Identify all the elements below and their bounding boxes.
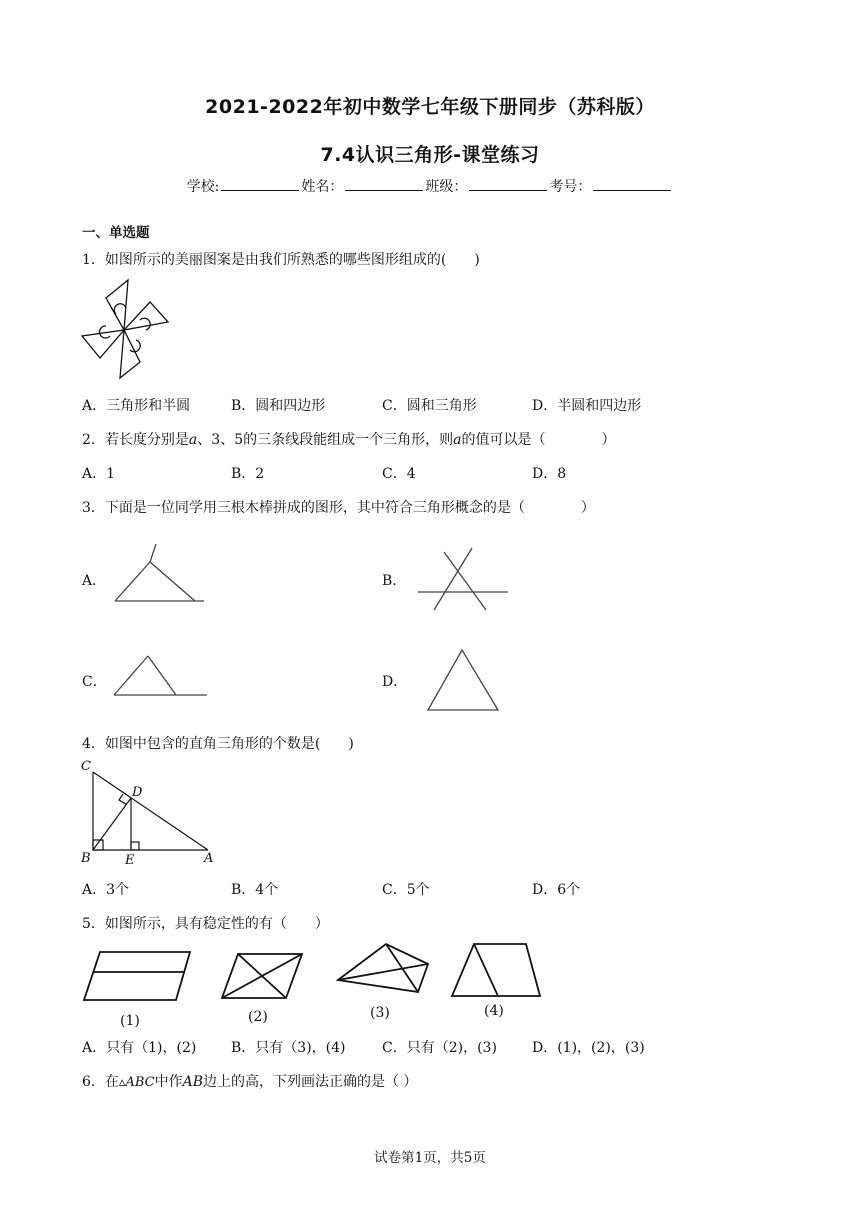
question-1-stem: 1．如图所示的美丽图案是由我们所熟悉的哪些图形组成的( ): [82, 252, 480, 268]
page-footer: 试卷第1页，共5页: [374, 1150, 486, 1166]
question-5-stem: 5．如图所示，具有稳定性的有（ ）: [82, 916, 329, 932]
question-4-option-d[interactable]: D．6个: [532, 882, 581, 898]
fig-label-1: (1): [120, 1013, 140, 1029]
fig-label-2: (2): [248, 1009, 268, 1025]
section-title: 一、单选题: [82, 225, 150, 241]
school-label: 学校:: [186, 179, 220, 195]
question-2-option-d[interactable]: D．8: [532, 466, 567, 482]
label-b: B: [81, 851, 91, 866]
question-3-figure-a: [110, 542, 210, 606]
question-3-figure-c: [110, 652, 210, 698]
school-blank[interactable]: [221, 176, 299, 191]
question-4-stem: 4．如图中包含的直角三角形的个数是( ): [82, 736, 354, 752]
page-subtitle: 7.4认识三角形-课堂练习: [320, 144, 540, 166]
question-1-option-b[interactable]: B．圆和四边形: [231, 398, 326, 414]
class-blank[interactable]: [469, 176, 547, 191]
question-4-option-b[interactable]: B．4个: [231, 882, 279, 898]
exam-no-label: 考号：: [549, 179, 592, 195]
question-4-option-a[interactable]: A．3个: [82, 882, 130, 898]
student-info-line: [0, 176, 860, 196]
question-1-figure: [80, 278, 176, 382]
label-e: E: [125, 853, 135, 868]
question-5-figures: [80, 940, 560, 1032]
question-5-option-c[interactable]: C．只有（2)，(3): [382, 1040, 497, 1056]
label-d: D: [132, 785, 143, 800]
class-label: 班级：: [425, 179, 468, 195]
exam-no-blank[interactable]: [593, 176, 671, 191]
fig-label-3: (3): [370, 1005, 390, 1021]
fig-label-4: (4): [484, 1003, 504, 1019]
question-1-option-d[interactable]: D．半圆和四边形: [532, 398, 642, 414]
question-3-option-b[interactable]: B．: [382, 573, 407, 589]
question-2-option-c[interactable]: C．4: [382, 466, 416, 482]
question-3-figure-b: [414, 546, 510, 612]
question-4-option-c[interactable]: C．5个: [382, 882, 430, 898]
question-5-option-d[interactable]: D．(1)，(2)，(3): [532, 1040, 645, 1056]
question-3-option-c[interactable]: C．: [82, 674, 107, 690]
question-2-option-a[interactable]: A．1: [82, 466, 116, 482]
label-c: C: [81, 759, 91, 774]
question-3-option-d[interactable]: D．: [382, 674, 408, 690]
question-1-option-a[interactable]: A．三角形和半圆: [82, 398, 191, 414]
label-a: A: [204, 851, 214, 866]
question-3-figure-d: [424, 646, 502, 714]
question-1-option-c[interactable]: C．圆和三角形: [382, 398, 477, 414]
question-5-option-b[interactable]: B．只有（3)，(4): [231, 1040, 346, 1056]
question-3-stem: 3．下面是一位同学用三根木棒拼成的图形，其中符合三角形概念的是（ ）: [82, 500, 595, 516]
question-5-option-a[interactable]: A．只有（1)，(2): [82, 1040, 197, 1056]
question-2-stem: 2．若长度分别是a、3、5的三条线段能组成一个三角形，则a的值可以是（ ）: [82, 432, 616, 448]
name-label: 姓名：: [301, 179, 344, 195]
question-3-option-a[interactable]: A．: [82, 573, 107, 589]
question-2-option-b[interactable]: B．2: [231, 466, 265, 482]
question-4-figure: [78, 758, 223, 866]
question-6-stem: 6．在▵ABC中作AB边上的高，下列画法正确的是（ ）: [82, 1074, 418, 1090]
name-blank[interactable]: [345, 176, 423, 191]
page-title: 2021-2022年初中数学七年级下册同步（苏科版）: [205, 96, 655, 118]
